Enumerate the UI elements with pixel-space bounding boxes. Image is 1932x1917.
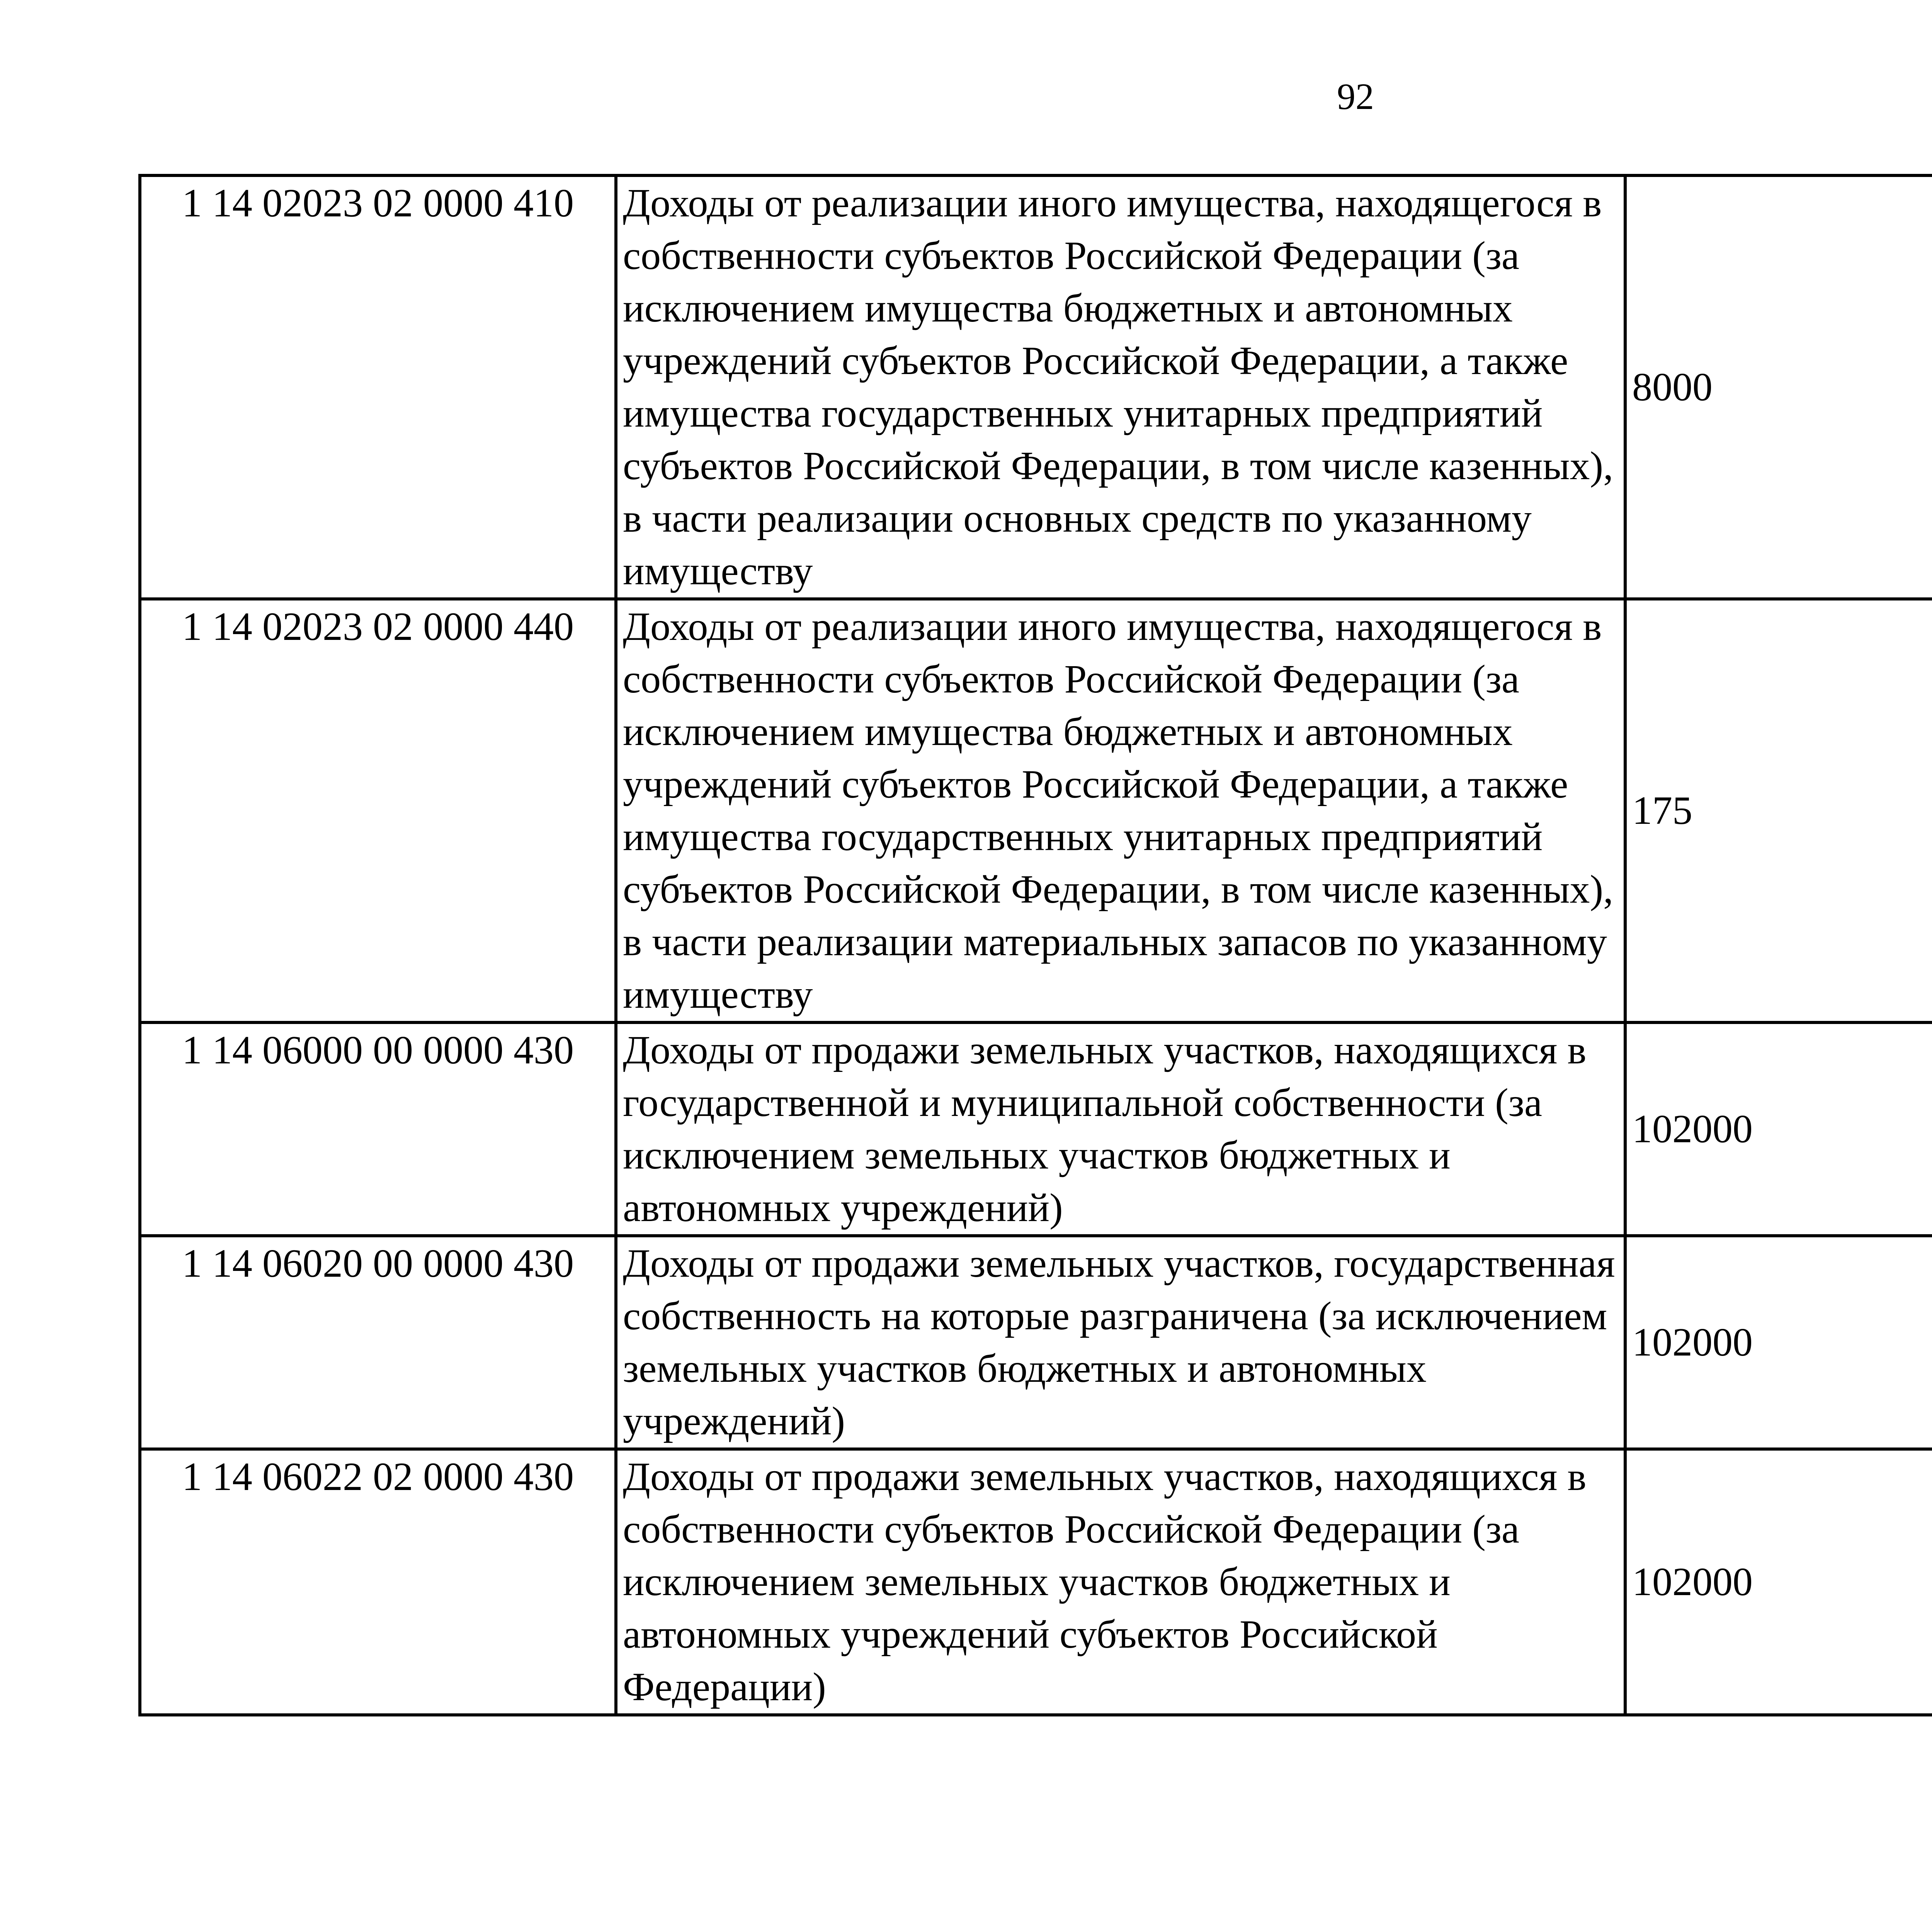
revenue-code-cell: 1 14 02023 02 0000 440: [140, 599, 616, 1022]
revenue-description-cell: Доходы от реализации иного имущества, находящегося в собственности субъектов Российской Федерации (за исключением имущества бюджетных и автономных учреждений субъектов Российской Федерации, а также имущества государственных унитарных предприятий субъектов Российской Федерации, в том числе казенных), в части реализации основных средств по указанному имуществу: [616, 175, 1625, 599]
amount-col1-cell: 102000: [1625, 1022, 1932, 1236]
amount-col1-cell: 8000: [1625, 175, 1932, 599]
amount-col1-cell: 175: [1625, 599, 1932, 1022]
table-row: [140, 1022, 1932, 1236]
table-row: [140, 175, 1932, 599]
revenue-description-cell: Доходы от продажи земельных участков, государственная собственность на которые разграничена (за исключением земельных участков бюджетных и автономных учреждений): [616, 1236, 1625, 1449]
table-row: [140, 1236, 1932, 1449]
revenue-code-cell: 1 14 06000 00 0000 430: [140, 1022, 616, 1236]
amount-col1-cell: 102000: [1625, 1449, 1932, 1715]
revenue-description-cell: Доходы от продажи земельных участков, находящихся в государственной и муниципальной собственности (за исключением земельных участков бюджетных и автономных учреждений): [616, 1022, 1625, 1236]
table-row: [140, 599, 1932, 1022]
revenue-code-cell: 1 14 02023 02 0000 410: [140, 175, 616, 599]
revenue-description-cell: Доходы от продажи земельных участков, находящихся в собственности субъектов Российской Федерации (за исключением земельных участков бюджетных и автономных учреждений субъектов Российской Федерации): [616, 1449, 1625, 1715]
revenue-code-cell: 1 14 06020 00 0000 430: [140, 1236, 616, 1449]
amount-col1-cell: 102000: [1625, 1236, 1932, 1449]
revenue-table: [138, 174, 1932, 1716]
revenue-code-cell: 1 14 06022 02 0000 430: [140, 1449, 616, 1715]
revenue-description-cell: Доходы от реализации иного имущества, находящегося в собственности субъектов Российской Федерации (за исключением имущества бюджетных и автономных учреждений субъектов Российской Федерации, а также имущества государственных унитарных предприятий субъектов Российской Федерации, в том числе казенных), в части реализации материальных запасов по указанному имуществу: [616, 599, 1625, 1022]
page-number: 92: [1337, 76, 1374, 117]
table-row: [140, 1449, 1932, 1715]
